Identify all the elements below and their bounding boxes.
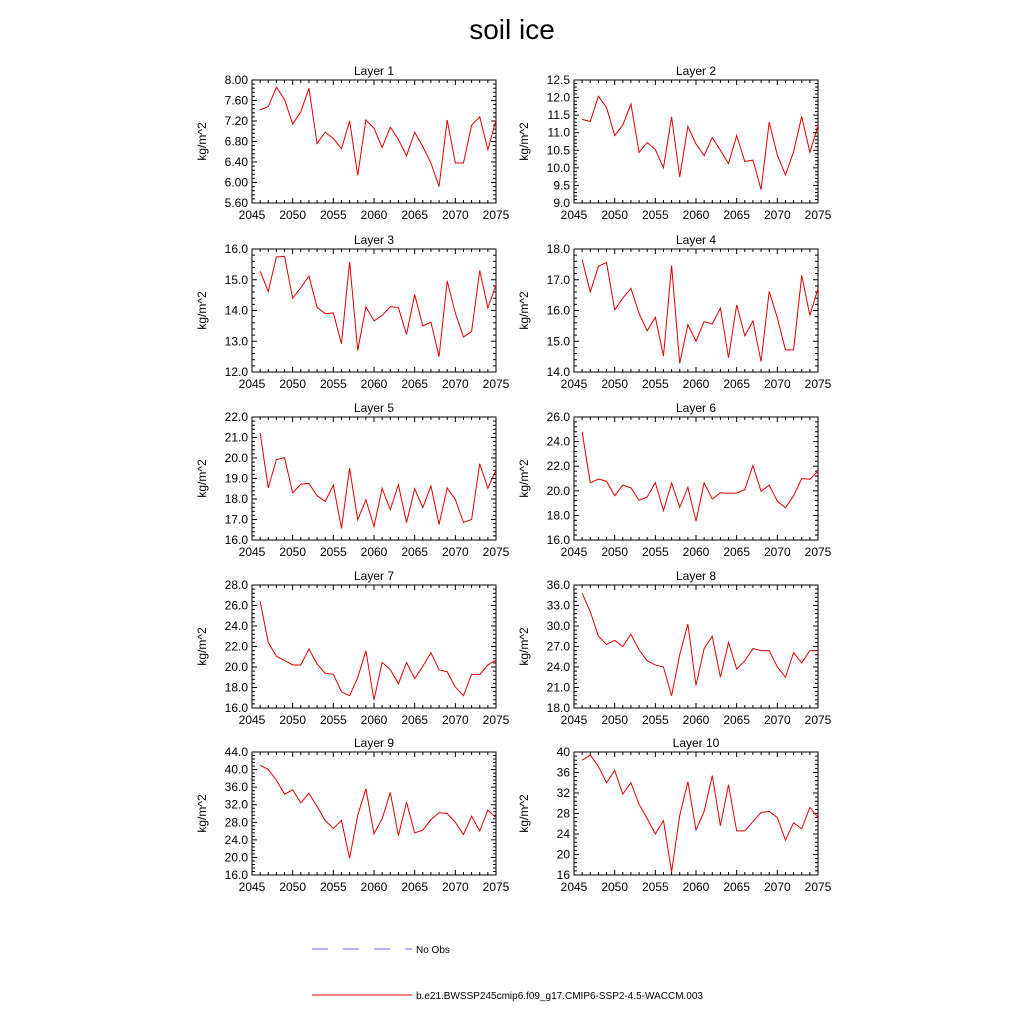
y-tick-label: 18.0: [224, 680, 248, 695]
panel-title: Layer 1: [353, 64, 395, 78]
y-tick-label: 19.0: [224, 471, 248, 486]
panel-title: Layer 6: [675, 401, 717, 415]
y-axis-label: kg/m^2: [517, 794, 531, 833]
y-tick-label: 5.60: [224, 196, 248, 210]
y-tick-label: 12.0: [224, 365, 248, 379]
panel-layer-6: [517, 401, 832, 559]
x-tick-label: 2060: [682, 545, 710, 559]
y-tick-label: 10.0: [546, 160, 570, 175]
x-tick-label: 2070: [441, 713, 469, 727]
x-tick-label: 2055: [319, 377, 347, 391]
y-tick-label: 32: [556, 786, 570, 800]
panel-layer-10: [517, 736, 832, 894]
x-tick-label: 2065: [723, 713, 751, 727]
plot-frame: [252, 80, 496, 203]
panel-layer-9: [195, 736, 510, 894]
y-tick-label: 20: [556, 847, 570, 862]
x-tick-label: 2055: [641, 545, 669, 559]
x-tick-label: 2060: [682, 208, 710, 222]
y-tick-label: 21.0: [224, 430, 248, 445]
panel-title: Layer 4: [675, 233, 717, 247]
x-tick-label: 2045: [238, 545, 266, 559]
y-tick-label: 9.5: [553, 178, 570, 193]
x-tick-label: 2070: [763, 545, 791, 559]
plot-frame: [574, 417, 818, 540]
y-tick-label: 17.0: [224, 512, 248, 527]
x-tick-label: 2045: [238, 208, 266, 222]
panel-layer-2: [517, 64, 832, 222]
y-tick-label: 40: [556, 745, 570, 759]
y-tick-label: 22.0: [224, 639, 248, 654]
x-tick-label: 2055: [641, 208, 669, 222]
y-tick-label: 11.0: [547, 125, 570, 140]
y-tick-label: 16.0: [546, 533, 570, 547]
y-tick-label: 15.0: [224, 272, 248, 287]
x-tick-label: 2075: [804, 208, 832, 222]
x-tick-label: 2075: [804, 880, 832, 894]
y-tick-label: 36.0: [224, 780, 248, 795]
x-tick-label: 2070: [763, 713, 791, 727]
panel-layer-5: [195, 401, 510, 559]
x-tick-label: 2045: [238, 880, 266, 894]
y-axis-label: kg/m^2: [195, 459, 209, 498]
y-tick-label: 28.0: [224, 578, 248, 592]
x-tick-label: 2050: [279, 880, 307, 894]
series-line: [260, 765, 496, 858]
y-tick-label: 24.0: [546, 434, 570, 449]
y-tick-label: 20.0: [224, 850, 248, 865]
panel-title: Layer 5: [353, 401, 395, 415]
series-line: [260, 256, 496, 356]
x-tick-label: 2055: [319, 545, 347, 559]
x-tick-label: 2070: [763, 208, 791, 222]
x-tick-label: 2050: [601, 545, 629, 559]
plot-frame: [252, 249, 496, 372]
y-tick-label: 24.0: [224, 832, 248, 847]
y-tick-label: 18.0: [546, 242, 570, 256]
x-tick-label: 2070: [441, 377, 469, 391]
y-axis-label: kg/m^2: [517, 122, 531, 161]
x-tick-label: 2065: [401, 880, 429, 894]
y-tick-label: 40.0: [224, 762, 248, 777]
plot-frame: [574, 585, 818, 708]
y-tick-label: 16.0: [546, 303, 570, 318]
panel-layer-4: [517, 233, 832, 391]
x-tick-label: 2045: [560, 713, 588, 727]
x-tick-label: 2060: [360, 208, 388, 222]
panel-title: Layer 7: [353, 569, 395, 583]
x-tick-label: 2055: [641, 880, 669, 894]
x-tick-label: 2075: [482, 545, 510, 559]
x-tick-label: 2065: [723, 208, 751, 222]
x-tick-label: 2065: [723, 545, 751, 559]
y-tick-label: 12.5: [546, 73, 570, 87]
series-line: [582, 259, 818, 363]
x-tick-label: 2070: [763, 377, 791, 391]
x-tick-label: 2055: [319, 880, 347, 894]
x-tick-label: 2060: [360, 713, 388, 727]
x-tick-label: 2065: [401, 545, 429, 559]
panel-layer-7: [195, 569, 510, 727]
x-tick-label: 2070: [441, 880, 469, 894]
y-tick-label: 10.5: [546, 143, 570, 158]
y-tick-label: 13.0: [224, 334, 248, 349]
legend: [312, 945, 703, 1002]
y-tick-label: 7.60: [224, 93, 248, 108]
y-tick-label: 9.0: [553, 196, 570, 210]
x-tick-label: 2045: [560, 208, 588, 222]
panel-title: Layer 9: [353, 736, 395, 750]
y-axis-label: kg/m^2: [195, 122, 209, 161]
y-tick-label: 14.0: [224, 303, 248, 318]
panel-layer-8: [517, 569, 832, 727]
plot-frame: [252, 585, 496, 708]
x-tick-label: 2065: [401, 713, 429, 727]
y-tick-label: 12.0: [546, 90, 570, 105]
x-tick-label: 2050: [601, 208, 629, 222]
y-tick-label: 16.0: [224, 242, 248, 256]
x-tick-label: 2050: [279, 713, 307, 727]
x-tick-label: 2045: [560, 377, 588, 391]
series-line: [582, 755, 818, 872]
y-tick-label: 16.0: [224, 701, 248, 715]
legend-label-model: b.e21.BWSSP245cmip6.f09_g17.CMIP6-SSP2-4.5-WACCM.003: [416, 991, 703, 1002]
x-tick-label: 2075: [482, 880, 510, 894]
panel-layer-3: [195, 233, 510, 391]
panel-title: Layer 8: [675, 569, 717, 583]
y-tick-label: 24.0: [546, 660, 570, 674]
x-tick-label: 2075: [482, 208, 510, 222]
plot-frame: [252, 752, 496, 875]
y-tick-label: 8.00: [224, 73, 248, 87]
x-tick-label: 2075: [804, 545, 832, 559]
y-axis-label: kg/m^2: [195, 291, 209, 330]
panel-layer-1: [195, 64, 510, 222]
y-axis-label: kg/m^2: [195, 794, 209, 833]
y-tick-label: 24.0: [224, 619, 248, 633]
y-tick-label: 28: [556, 806, 570, 821]
y-tick-label: 28.0: [224, 815, 248, 830]
y-tick-label: 16.0: [224, 868, 248, 882]
y-tick-label: 6.80: [224, 134, 248, 149]
y-tick-label: 15.0: [546, 334, 570, 349]
series-line: [260, 433, 496, 529]
y-tick-label: 14.0: [546, 365, 570, 379]
series-line: [582, 432, 818, 521]
x-tick-label: 2060: [682, 713, 710, 727]
legend-label-no-obs: No Obs: [416, 945, 450, 956]
panel-title: Layer 3: [353, 233, 395, 247]
x-tick-label: 2065: [723, 377, 751, 391]
x-tick-label: 2045: [560, 880, 588, 894]
x-tick-label: 2070: [441, 545, 469, 559]
plot-frame: [574, 80, 818, 203]
y-tick-label: 26.0: [546, 410, 570, 424]
series-line: [582, 96, 818, 189]
y-tick-label: 22.0: [546, 459, 570, 474]
y-tick-label: 16: [556, 868, 570, 882]
y-tick-label: 18.0: [546, 508, 570, 523]
series-line: [260, 87, 496, 186]
y-tick-label: 17.0: [546, 272, 570, 287]
y-tick-label: 18.0: [224, 492, 248, 506]
x-tick-label: 2075: [482, 377, 510, 391]
x-tick-label: 2065: [723, 880, 751, 894]
plot-frame: [574, 752, 818, 875]
panel-title: Layer 10: [672, 736, 720, 750]
x-tick-label: 2055: [319, 713, 347, 727]
y-tick-label: 27.0: [546, 639, 570, 654]
x-tick-label: 2045: [238, 377, 266, 391]
x-tick-label: 2075: [804, 713, 832, 727]
y-tick-label: 6.00: [224, 175, 248, 190]
y-tick-label: 7.20: [224, 114, 248, 128]
y-tick-label: 20.0: [546, 483, 570, 498]
y-axis-label: kg/m^2: [195, 627, 209, 666]
y-tick-label: 20.0: [224, 660, 248, 674]
x-tick-label: 2050: [279, 545, 307, 559]
series-line: [260, 601, 496, 699]
x-tick-label: 2070: [441, 208, 469, 222]
plot-frame: [252, 417, 496, 540]
y-tick-label: 18.0: [546, 701, 570, 715]
x-tick-label: 2075: [804, 377, 832, 391]
y-tick-label: 26.0: [224, 598, 248, 613]
x-tick-label: 2055: [641, 377, 669, 391]
x-tick-label: 2050: [601, 880, 629, 894]
x-tick-label: 2065: [401, 377, 429, 391]
x-tick-label: 2050: [279, 377, 307, 391]
x-tick-label: 2060: [360, 545, 388, 559]
plot-frame: [574, 249, 818, 372]
panel-title: Layer 2: [675, 64, 717, 78]
y-tick-label: 44.0: [224, 745, 248, 759]
series-line: [582, 593, 818, 696]
x-tick-label: 2065: [401, 208, 429, 222]
x-tick-label: 2060: [682, 377, 710, 391]
x-tick-label: 2055: [641, 713, 669, 727]
x-tick-label: 2060: [682, 880, 710, 894]
y-tick-label: 36.0: [546, 578, 570, 592]
x-tick-label: 2075: [482, 713, 510, 727]
y-axis-label: kg/m^2: [517, 627, 531, 666]
x-tick-label: 2045: [238, 713, 266, 727]
x-tick-label: 2045: [560, 545, 588, 559]
y-tick-label: 30.0: [546, 619, 570, 633]
x-tick-label: 2050: [601, 713, 629, 727]
y-tick-label: 36: [556, 765, 570, 780]
x-tick-label: 2060: [360, 880, 388, 894]
x-tick-label: 2060: [360, 377, 388, 391]
x-tick-label: 2055: [319, 208, 347, 222]
y-tick-label: 24: [556, 827, 570, 841]
y-tick-label: 22.0: [224, 410, 248, 424]
chart-title: soil ice: [469, 14, 555, 45]
x-tick-label: 2050: [601, 377, 629, 391]
x-tick-label: 2050: [279, 208, 307, 222]
y-tick-label: 20.0: [224, 451, 248, 465]
y-axis-label: kg/m^2: [517, 459, 531, 498]
x-tick-label: 2070: [763, 880, 791, 894]
y-tick-label: 16.0: [224, 533, 248, 547]
y-tick-label: 6.40: [224, 155, 248, 169]
y-tick-label: 21.0: [546, 680, 570, 695]
y-axis-label: kg/m^2: [517, 291, 531, 330]
y-tick-label: 11.5: [547, 108, 570, 123]
y-tick-label: 32.0: [224, 797, 248, 812]
y-tick-label: 33.0: [546, 598, 570, 613]
